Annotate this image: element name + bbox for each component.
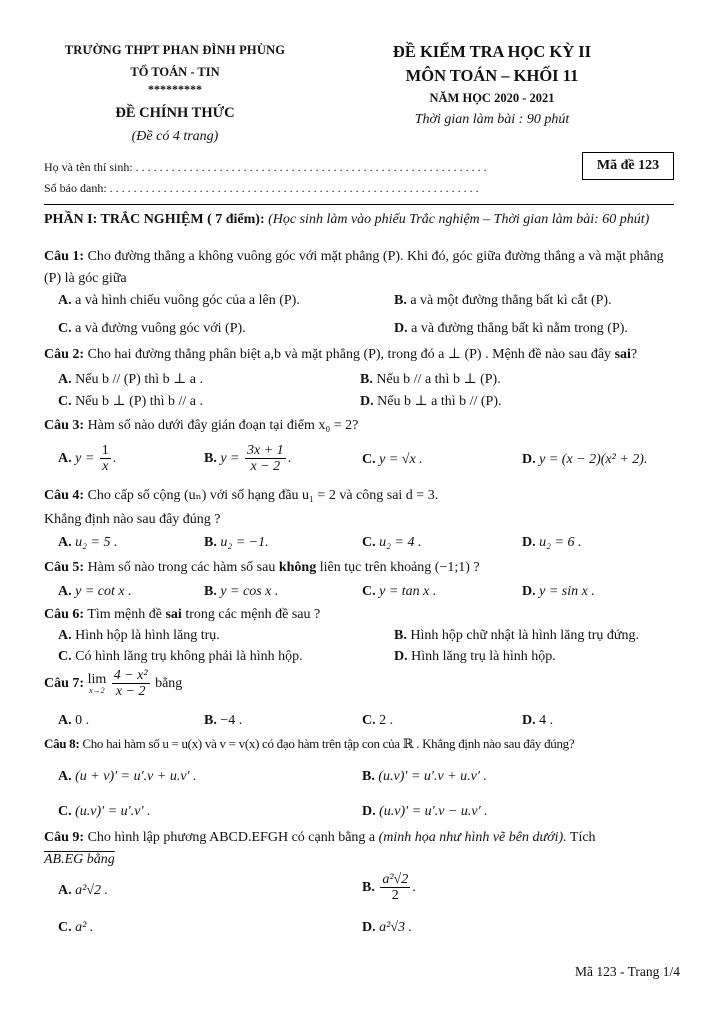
q7-option-a: A. 0 . — [58, 713, 90, 728]
question-1 — [44, 246, 684, 290]
q9-option-d: D. a²√3 . — [362, 920, 413, 935]
q1-text: Cho đường thẳng a không vuông góc với mặt phẳng (P). Khi đó, góc giữa đường thẳng a và mặt phẳng (P) là góc giữa — [44, 249, 664, 286]
q6-option-b: B. Hình hộp chữ nhật là hình lăng trụ đứng. — [394, 628, 639, 643]
part-title: PHẦN I: TRẮC NGHIỆM ( 7 điểm): — [44, 212, 265, 227]
q6-option-d: D. Hình lăng trụ là hình hộp. — [394, 649, 556, 664]
q1-option-d: D. a và đường thẳng bất kì nằm trong (P). — [394, 321, 628, 336]
subject-title: MÔN TOÁN – KHỐI 11 — [405, 65, 579, 85]
q4-option-c: C. u₂ = 4 . — [362, 535, 422, 550]
q8-option-a: A. (u + v)′ = u′.v + u.v′ . — [58, 769, 197, 784]
q3-text: Hàm số nào dưới đây gián đoạn tại điểm x₀ = 2? — [87, 418, 359, 433]
q4-option-a: A. u₂ = 5 . — [58, 535, 118, 550]
q2-option-d: D. Nếu b ⊥ a thì b // (P). — [360, 394, 502, 409]
q9-option-c: C. a² . — [58, 920, 94, 935]
question-4 — [44, 487, 684, 504]
question-2: Câu 2: Cho hai đường thẳng phân biệt a,b và mặt phẳng (P), trong đó a ⊥ (P) . Mệnh đề nào sau đây sai? — [44, 347, 638, 362]
department: TỔ TOÁN - TIN — [130, 64, 220, 79]
school-name: TRƯỜNG THPT PHAN ĐÌNH PHÙNG — [64, 43, 286, 57]
q3-option-d: D. y = (x − 2)(x² + 2). — [522, 452, 648, 467]
q6-option-c: C. Có hình lăng trụ không phải là hình hộp. — [58, 649, 303, 664]
q3-option-b: B. y = $\frac{3x + 1}{x - 2}$ . — [204, 443, 292, 475]
school-year: NĂM HỌC 2020 - 2021 — [429, 91, 555, 105]
q9-label: Câu 9: — [44, 830, 85, 845]
question-5: Câu 5: Hàm số nào trong các hàm số sau không liên tục trên khoảng (−1;1) ? — [44, 560, 480, 575]
q5-option-b: B. y = cos x . — [204, 584, 279, 599]
part-heading — [44, 212, 649, 228]
q5-option-c: C. y = tan x . — [362, 584, 437, 599]
q4-text-2: Khẳng định nào sau đây đúng ? — [44, 512, 221, 527]
question-8 — [44, 736, 684, 752]
header-divider — [44, 204, 674, 205]
question-3 — [44, 418, 684, 434]
page-count: (Đề có 4 trang) — [131, 128, 219, 144]
q2-option-a: A. Nếu b // (P) thì b ⊥ a . — [58, 372, 203, 387]
school-header — [40, 44, 310, 144]
q2-option-b: B. Nếu b // a thì b ⊥ (P). — [360, 372, 501, 387]
q5-option-d: D. y = sin x . — [522, 584, 595, 599]
page-footer: Mã 123 - Trang 1/4 — [574, 964, 680, 979]
q3-option-a: A. y = $\frac{1}{x}$ . — [58, 443, 117, 475]
exam-title: ĐỀ KIỂM TRA HỌC KỲ II — [392, 42, 592, 61]
q4-label: Câu 4: — [44, 488, 85, 503]
q8-option-c: C. (u.v)′ = u′.v′ . — [58, 804, 151, 819]
q9-option-b: B. $\frac{\text{a²√2}}{2}$ . — [362, 872, 416, 904]
q1-option-c: C. a và đường vuông góc với (P). — [58, 321, 246, 336]
stars-divider: ********* — [148, 82, 202, 96]
exam-header — [372, 44, 612, 127]
q7-option-b: B. −4 . — [204, 713, 243, 728]
q6-option-a: A. Hình hộp là hình lăng trụ. — [58, 628, 220, 643]
q4-option-d: D. u₂ = 6 . — [522, 535, 582, 550]
q5-label: Câu 5: — [44, 560, 85, 575]
id-line: Số báo danh: . . . . . . . . . . . . . . . . . . . . . . . . . . . . . . . . . . . . . . . . . . . . . . . . . . . . . . . . . . . . . . — [44, 181, 479, 195]
q3-option-c: C. y = √x . — [362, 452, 423, 467]
question-6: Câu 6: Tìm mệnh đề sai trong các mệnh đề sau ? — [44, 607, 321, 622]
q3-label: Câu 3: — [44, 418, 85, 433]
q9-option-a: A. a²√2 . — [58, 883, 109, 898]
q2-label: Câu 2: — [44, 347, 85, 362]
q7-label: Câu 7: — [44, 676, 85, 692]
question-7: Câu 7: lim x→2 $\frac{\text{4 − x²}}{x - 2}$ bằng — [44, 668, 183, 700]
exam-code-box: Mã đề 123 — [582, 152, 674, 180]
q8-option-b: B. (u.v)′ = u′.v + u.v′ . — [362, 769, 487, 784]
q7-limit: lim x→2 — [87, 671, 107, 695]
name-line: Họ và tên thí sinh: . . . . . . . . . . . . . . . . . . . . . . . . . . . . . . . . . . . . . . . . . . . . . . . . . . . . . . . . . . . — [44, 160, 487, 174]
q1-label: Câu 1: — [44, 249, 85, 264]
official-label: ĐỀ CHÍNH THỨC — [115, 105, 235, 121]
q5-option-a: A. y = cot x . — [58, 584, 132, 599]
q4-option-b: B. u₂ = −1. — [204, 535, 269, 550]
q1-option-a: A. a và hình chiếu vuông góc của a lên (P). — [58, 293, 300, 308]
q9-text-2: AB.EG bằng — [44, 852, 115, 867]
q2-option-c: C. Nếu b ⊥ (P) thì b // a . — [58, 394, 203, 409]
q7-option-d: D. 4 . — [522, 713, 554, 728]
q8-option-d: D. (u.v)′ = u′.v − u.v′ . — [362, 804, 488, 819]
q8-label: Câu 8: — [44, 736, 80, 751]
part-note: (Học sinh làm vào phiếu Trắc nghiệm – Thời gian làm bài: 60 phút) — [268, 212, 650, 227]
question-9: Câu 9: Cho hình lập phương ABCD.EFGH có cạnh bằng a (minh họa như hình vẽ bên dưới). Tích — [44, 830, 596, 845]
q1-option-b: B. a và một đường thẳng bất kì cắt (P). — [394, 293, 612, 308]
q4-text: Cho cấp số cộng (uₙ) với số hạng đầu u₁ = 2 và công sai d = 3. — [87, 488, 439, 503]
q8-text: Cho hai hàm số u = u(x) và v = v(x) có đạo hàm trên tập con của ℝ . Khẳng định nào sau đây đúng? — [82, 736, 575, 751]
time-limit: Thời gian làm bài : 90 phút — [414, 111, 570, 127]
q7-option-c: C. 2 . — [362, 713, 394, 728]
q6-label: Câu 6: — [44, 607, 85, 622]
